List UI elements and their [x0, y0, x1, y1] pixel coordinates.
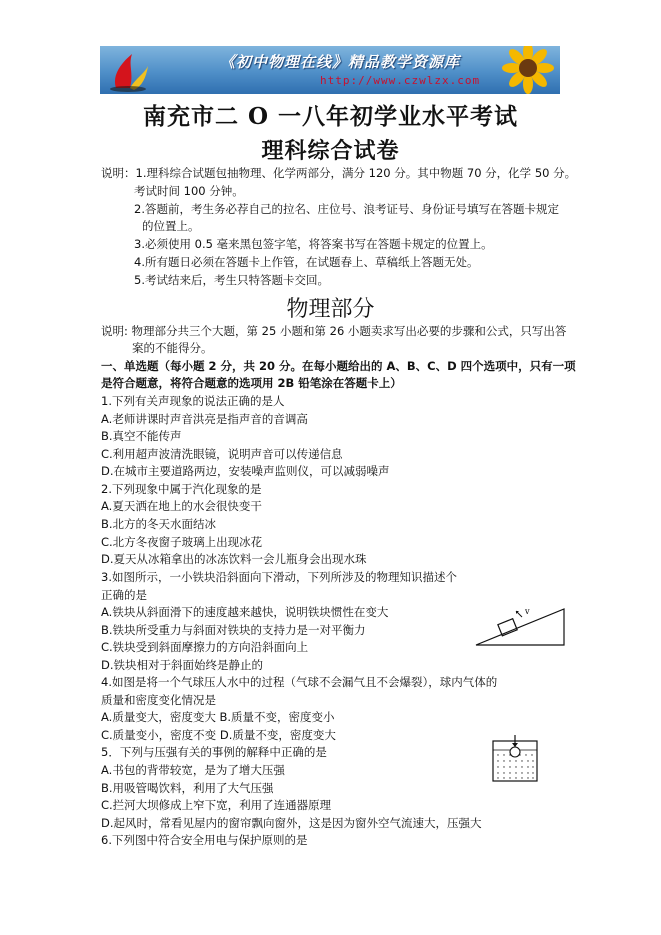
question-line: 说明: 物理部分共三个大题，第 25 小题和第 26 小题卖求写出必要的步骤和公式，只写出答 — [101, 324, 567, 338]
question-line: A.老师讲课时声音洪亮是指声音的音调高 — [101, 412, 308, 426]
incline-figure — [472, 603, 572, 649]
question-line: B.铁块所受重力与斜面对铁块的支持力是一对平衡力 — [101, 623, 366, 637]
question-line: B.北方的冬天水面结冰 — [101, 517, 217, 531]
question-line: B.真空不能传声 — [101, 429, 182, 443]
instruction-line: 的位置上。 — [142, 219, 200, 233]
question-line: D.起风时，常看见屋内的窗帘飘向窗外，这是因为窗外空气流速大，压强大 — [101, 816, 482, 830]
question-line: 2.下列现象中属于汽化现象的是 — [101, 482, 262, 496]
question-line: 3.如图所示，一小铁块沿斜面向下滑动，下列所涉及的物理知识描述个 — [101, 570, 457, 584]
incline-velocity-label: v — [525, 607, 530, 616]
banner-url: http://www.czwlzx.com — [320, 74, 481, 87]
question-line: C.北方冬夜窗子玻璃上出现冰花 — [101, 535, 263, 549]
question-line: 5．下列与压强有关的事例的解释中正确的是 — [101, 745, 327, 759]
instruction-line: 考试时间 100 分钟。 — [134, 184, 244, 198]
question-line: D.在城市主要道路两边，安装噪声监则仪，可以减弱噪声 — [101, 464, 390, 478]
balloon-water-figure — [489, 733, 541, 783]
question-line: D.夏天从冰箱拿出的冰冻饮料一会儿瓶身会出现水珠 — [101, 552, 367, 566]
question-line: B.用吸管喝饮料，利用了大气压强 — [101, 781, 274, 795]
section-title: 物理部分 — [286, 297, 375, 322]
question-line: C.质量变小，密度不变 D.质量不变，密度变大 — [101, 728, 336, 742]
question-line: 4.如图是将一个气球压人水中的过程（气球不会漏气且不会爆裂），球内气体的 — [101, 675, 498, 689]
instruction-line: 2.答题前，考生务必荐自己的拉名、庄位号、浪考证号、身份证号填写在答题卡规定 — [134, 202, 559, 216]
question-line: 正确的是 — [101, 588, 147, 602]
exam-title: 南充市二 O 一八年初学业水平考试 — [142, 103, 519, 130]
question-line: A.质量变大，密度变大 B.质量不变，密度变小 — [101, 710, 335, 724]
question-line: C.拦河大坝修成上窄下宽，利用了连通器原理 — [101, 798, 332, 812]
instruction-line: 5.考试结来后，考生只特答题卡交回。 — [134, 273, 329, 287]
question-line: 6.下列图中符合安全用电与保护原则的是 — [101, 833, 308, 847]
question-line: A.铁块从斜面滑下的速度越来越快，说明铁块惯性在变大 — [101, 605, 389, 619]
question-line: 案的不能得分。 — [132, 341, 213, 355]
instruction-line: 3.必须使用 0.5 毫来黑包签字笔，将答案书写在答题卡规定的位置上。 — [134, 237, 493, 251]
instruction-line: 说明：1.理科综合试题包抽物理、化学两部分，满分 120 分。其中物题 70 分，化学 50 分。 — [101, 166, 577, 180]
question-line: D.铁块相对于斜面始终是静止的 — [101, 658, 264, 672]
question-line: C.铁块受到斜面摩擦力的方向沿斜面向上 — [101, 640, 309, 654]
question-line: 质量和密度变化情况是 — [101, 693, 216, 707]
red-flame-logo-icon — [106, 48, 152, 92]
question-line: 是符合题意，将符合题意的选项用 2B 铅笔涂在答题卡上） — [101, 376, 402, 390]
question-line: 1.下列有关声现象的说法正确的是人 — [101, 394, 285, 408]
question-line: A.书包的背带较宽，是为了增大压强 — [101, 763, 285, 777]
header-banner — [100, 46, 560, 94]
question-line: 一、单选题（每小题 2 分，共 20 分。在每小题给出的 A、B、C、D 四个选项中，只有一项 — [101, 359, 576, 373]
question-line: A.夏天洒在地上的水会很快变干 — [101, 499, 262, 513]
question-line: C.利用超声波清洗眼镜，说明声音可以传递信息 — [101, 447, 343, 461]
exam-subtitle: 理科综合试卷 — [261, 138, 400, 164]
instruction-line: 4.所有题日必须在答题卡上作管，在试题春上、草稿纸上答题无处。 — [134, 255, 479, 269]
banner-title: 《初中物理在线》精品教学资源库 — [220, 53, 461, 71]
sunflower-icon — [480, 46, 560, 94]
